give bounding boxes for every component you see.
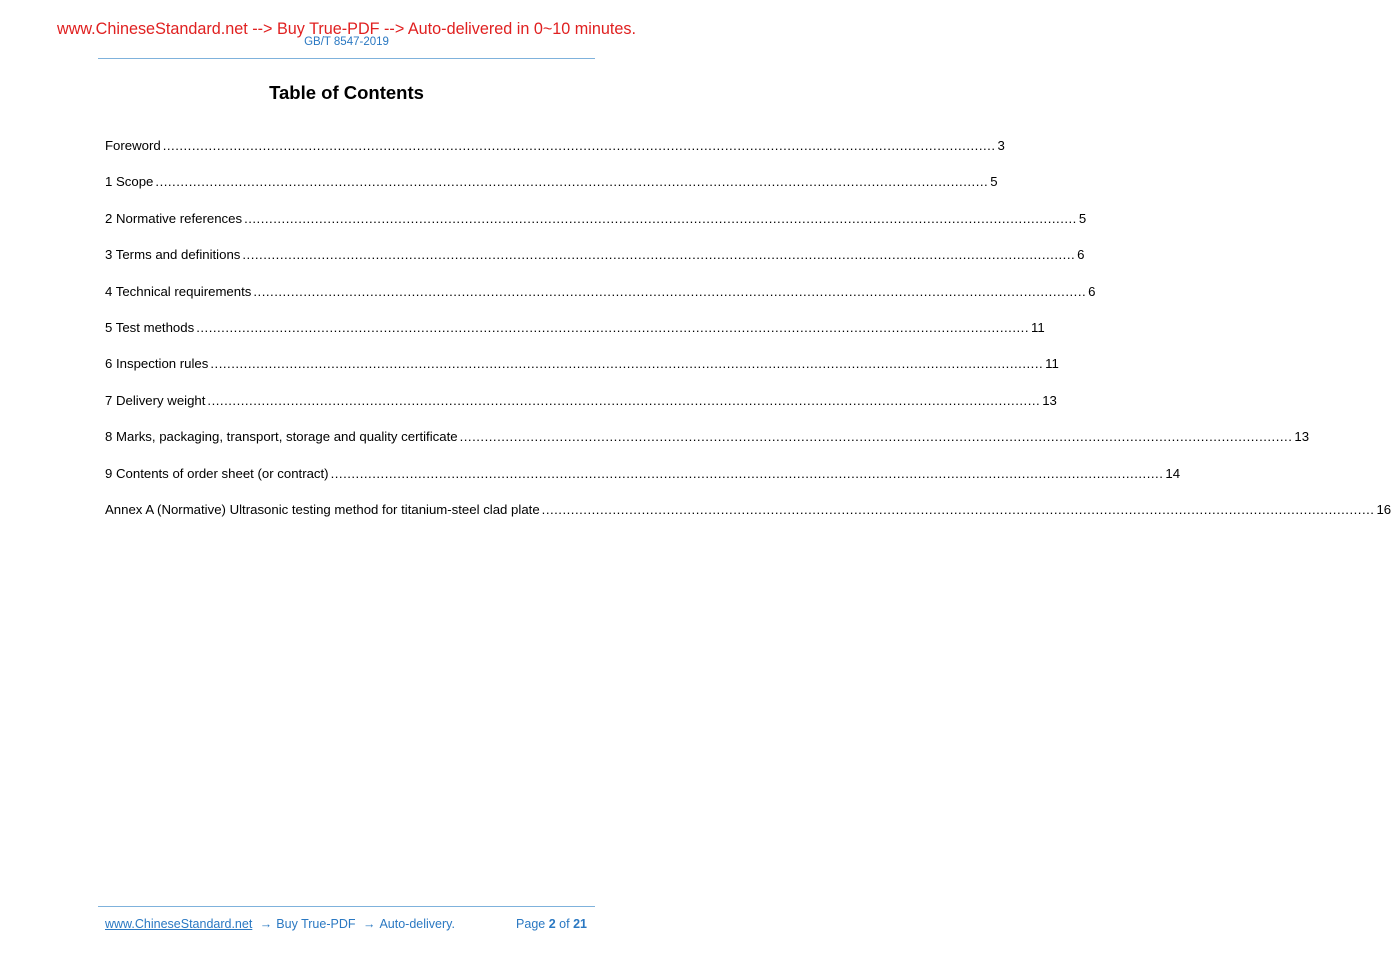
total-pages: 21 xyxy=(573,917,587,931)
toc-entry-label: 3 Terms and definitions xyxy=(105,247,241,263)
footer-site-link[interactable]: www.ChineseStandard.net xyxy=(105,917,253,931)
toc-entry[interactable] xyxy=(105,319,1045,355)
promo-banner[interactable]: www.ChineseStandard.net --> Buy True-PDF --> Auto-delivered in 0~10 minutes. xyxy=(57,20,636,38)
toc-leader-dots: ........................................................................................................................................................................................................ xyxy=(244,210,1077,226)
toc-entry-label: Annex A (Normative) Ultrasonic testing method for titanium-steel clad plate xyxy=(105,501,540,517)
toc-entry-page: 11 xyxy=(1031,319,1045,335)
page-title: Table of Contents xyxy=(269,82,424,103)
footer-divider xyxy=(98,906,595,907)
toc-entry-label: 9 Contents of order sheet (or contract) xyxy=(105,465,329,481)
toc-leader-dots: ........................................................................................................................................................................................................ xyxy=(210,356,1044,372)
toc-entry[interactable] xyxy=(105,137,1005,173)
toc-entry[interactable] xyxy=(105,283,1096,319)
toc-entry[interactable] xyxy=(105,392,1057,428)
toc-entry-page: 3 xyxy=(997,138,1005,153)
toc-entry-label: 6 Inspection rules xyxy=(105,356,209,372)
toc-entry-page: 13 xyxy=(1294,429,1310,445)
toc-leader-dots: ........................................................................................................................................................................................................ xyxy=(196,319,1029,335)
toc-entry-page: 6 xyxy=(1088,283,1096,299)
footer-auto-text: Auto-delivery. xyxy=(379,917,455,931)
toc-entry-label: Foreword xyxy=(105,138,161,153)
toc-leader-dots: ........................................................................................................................................................................................................ xyxy=(330,465,1164,481)
toc-leader-dots: ........................................................................................................................................................................................................ xyxy=(242,247,1076,263)
toc-entry[interactable] xyxy=(105,501,1391,537)
toc-leader-dots: ........................................................................................................................................................................................................ xyxy=(162,138,996,153)
footer-promo xyxy=(105,916,455,932)
toc-entry-page: 11 xyxy=(1045,356,1059,372)
toc-entry-page: 14 xyxy=(1165,465,1181,481)
toc-leader-dots: ........................................................................................................................................................................................................ xyxy=(459,429,1293,445)
toc-leader-dots: ........................................................................................................................................................................................................ xyxy=(541,501,1375,517)
toc-entry-label: 2 Normative references xyxy=(105,210,243,226)
toc-entry[interactable] xyxy=(105,465,1181,501)
toc-entry[interactable] xyxy=(105,355,1059,391)
toc-entry-page: 5 xyxy=(1078,210,1087,226)
page-footer xyxy=(105,916,587,932)
arrow-icon: → xyxy=(259,917,273,931)
arrow-icon: → xyxy=(362,917,376,931)
toc-entry[interactable] xyxy=(105,428,1310,464)
of-word: of xyxy=(559,917,570,931)
toc-entry[interactable] xyxy=(105,173,998,209)
toc-leader-dots: ........................................................................................................................................................................................................ xyxy=(155,174,989,190)
toc-entry-label: 1 Scope xyxy=(105,174,154,190)
toc-entry-page: 16 xyxy=(1376,501,1391,517)
toc-entry-label: 7 Delivery weight xyxy=(105,392,206,408)
footer-buy-text: Buy True-PDF xyxy=(276,917,356,931)
page-number xyxy=(516,916,587,932)
table-of-contents xyxy=(105,137,1391,537)
page-word: Page xyxy=(516,917,546,931)
toc-entry-page: 5 xyxy=(990,174,998,190)
toc-entry-page: 13 xyxy=(1042,392,1057,408)
toc-entry-page: 6 xyxy=(1077,247,1085,263)
toc-entry[interactable] xyxy=(105,210,1087,246)
toc-entry[interactable] xyxy=(105,246,1085,282)
document-id: GB/T 8547-2019 xyxy=(304,36,389,48)
toc-entry-label: 8 Marks, packaging, transport, storage and quality certificate xyxy=(105,429,458,445)
toc-leader-dots: ........................................................................................................................................................................................................ xyxy=(253,283,1087,299)
toc-leader-dots: ........................................................................................................................................................................................................ xyxy=(207,392,1041,408)
toc-entry-label: 4 Technical requirements xyxy=(105,283,252,299)
current-page: 2 xyxy=(548,917,556,931)
header-divider xyxy=(98,58,595,59)
toc-entry-label: 5 Test methods xyxy=(105,319,195,335)
